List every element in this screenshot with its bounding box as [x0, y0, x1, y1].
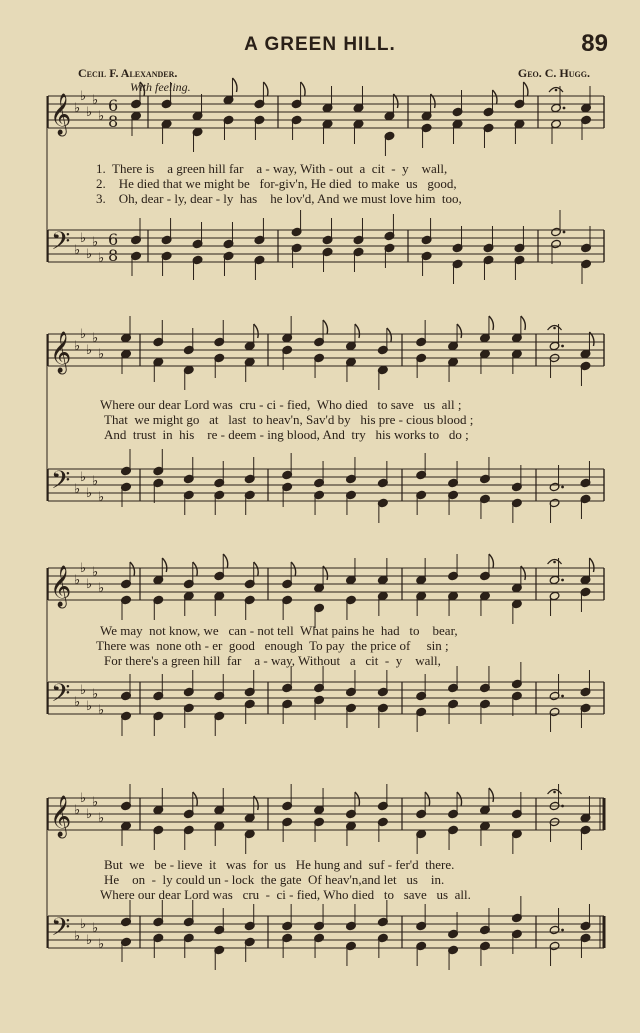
- lyric-line: But we be - lieve it was for us He hung and suf - fer'd there.: [104, 857, 455, 872]
- flat-sign: ♭: [86, 699, 93, 714]
- flat-sign: ♭: [86, 343, 93, 358]
- flat-sign: ♭: [92, 795, 99, 810]
- lyric-line: Where our dear Lord was cru - ci - fied, Who died to save us all ;: [100, 397, 462, 412]
- flat-sign: ♭: [92, 565, 99, 580]
- note-flag: [193, 792, 198, 806]
- fermata-dot: [553, 327, 556, 330]
- flat-sign: ♭: [92, 331, 99, 346]
- augmentation-dot: [561, 805, 564, 808]
- flat-sign: ♭: [86, 933, 93, 948]
- flat-sign: ♭: [74, 695, 81, 710]
- flat-sign: ♭: [80, 470, 87, 485]
- note-flag: [130, 562, 135, 576]
- flat-sign: ♭: [98, 347, 105, 362]
- note-flag: [223, 554, 228, 568]
- bass-clef: 𝄢: [51, 466, 71, 501]
- note-flag: [387, 328, 392, 342]
- flat-sign: ♭: [98, 581, 105, 596]
- fermata-dot: [555, 89, 558, 92]
- fermata-dot: [553, 791, 556, 794]
- treble-clef: 𝄞: [50, 566, 72, 607]
- flat-sign: ♭: [80, 231, 87, 246]
- flat-sign: ♭: [98, 937, 105, 952]
- note-flag: [162, 558, 167, 572]
- note-flag: [489, 316, 494, 330]
- note-flag: [355, 324, 360, 338]
- treble-clef: 𝄞: [50, 796, 72, 837]
- lyric-line: Where our dear Lord was cru - ci - fied, Who died to save us all.: [100, 887, 471, 902]
- note-flag: [425, 792, 430, 806]
- augmentation-dot: [561, 579, 564, 582]
- note-flag: [492, 90, 497, 104]
- lyric-line: 1. There is a green hill far a - way, With - out a cit - y wall,: [96, 161, 448, 176]
- note-flag: [521, 316, 526, 330]
- flat-sign: ♭: [86, 486, 93, 501]
- flat-sign: ♭: [92, 235, 99, 250]
- flat-sign: ♭: [92, 921, 99, 936]
- note-flag: [254, 324, 259, 338]
- time-signature: 8: [108, 112, 119, 131]
- note-flag: [323, 320, 328, 334]
- lyric-line: We may not know, we can - not tell What pains he had to bear,: [100, 623, 458, 638]
- fermata-dot: [553, 561, 556, 564]
- flat-sign: ♭: [74, 101, 81, 116]
- flat-sign: ♭: [74, 803, 81, 818]
- flat-sign: ♭: [74, 929, 81, 944]
- flat-sign: ♭: [80, 561, 87, 576]
- flat-sign: ♭: [98, 109, 105, 124]
- flat-sign: ♭: [98, 703, 105, 718]
- note-flag: [523, 82, 528, 96]
- composer-credit: Geo. C. Hugg.: [517, 66, 590, 80]
- flat-sign: ♭: [80, 917, 87, 932]
- augmentation-dot: [561, 345, 564, 348]
- bass-clef: 𝄢: [51, 679, 71, 714]
- lyric-line: He on - ly could un - lock the gate Of heav'n,and let us in.: [104, 872, 445, 887]
- note-flag: [355, 792, 360, 806]
- time-signature: 6: [108, 230, 119, 249]
- flat-sign: ♭: [92, 93, 99, 108]
- flat-sign: ♭: [74, 482, 81, 497]
- lyric-line: There was none oth - er good enough To pay the price of sin ;: [96, 638, 449, 653]
- note-flag: [301, 82, 306, 96]
- flat-sign: ♭: [86, 247, 93, 262]
- flat-sign: ♭: [80, 89, 87, 104]
- note-flag: [263, 82, 268, 96]
- flat-sign: ♭: [86, 105, 93, 120]
- time-signature: 6: [108, 96, 119, 115]
- flat-sign: ♭: [80, 327, 87, 342]
- lyric-line: That we might go at last to heav'n, Sav'd by his pre - cious blood ;: [104, 412, 474, 427]
- note-flag: [254, 562, 259, 576]
- note-flag: [291, 562, 296, 576]
- note-flag: [232, 78, 237, 92]
- flat-sign: ♭: [74, 573, 81, 588]
- flat-sign: ♭: [86, 577, 93, 592]
- note-flag: [193, 562, 198, 576]
- note-flag: [589, 558, 594, 572]
- augmentation-dot: [561, 695, 564, 698]
- flat-sign: ♭: [80, 683, 87, 698]
- flat-sign: ♭: [98, 811, 105, 826]
- lyric-line: 3. Oh, dear - ly, dear - ly has he lov'd, And we must love him too,: [96, 191, 462, 206]
- flat-sign: ♭: [74, 243, 81, 258]
- page-number: 89: [581, 30, 608, 57]
- note-flag: [457, 792, 462, 806]
- hymn-title: A GREEN HILL.: [244, 34, 396, 55]
- augmentation-dot: [561, 929, 564, 932]
- augmentation-dot: [561, 486, 564, 489]
- flat-sign: ♭: [86, 807, 93, 822]
- bass-clef: 𝄢: [51, 913, 71, 948]
- flat-sign: ♭: [98, 251, 105, 266]
- flat-sign: ♭: [92, 687, 99, 702]
- augmentation-dot: [563, 107, 566, 110]
- note-flag: [489, 554, 494, 568]
- flat-sign: ♭: [74, 339, 81, 354]
- treble-clef: 𝄞: [50, 332, 72, 373]
- lyric-line: 2. He died that we might be for-giv'n, He died to make us good,: [96, 176, 457, 191]
- augmentation-dot: [563, 231, 566, 234]
- tempo-marking: With feeling.: [130, 80, 191, 94]
- lyric-line: For there's a green hill far a - way, Without a cit - y wall,: [104, 653, 441, 668]
- lyricist-credit: Cecil F. Alexander.: [78, 66, 178, 80]
- flat-sign: ♭: [98, 490, 105, 505]
- lyric-line: And trust in his re - deem - ing blood, And try his works to do ;: [104, 427, 469, 442]
- flat-sign: ♭: [92, 474, 99, 489]
- bass-clef: 𝄢: [51, 227, 71, 262]
- treble-clef: 𝄞: [50, 94, 72, 135]
- note-flag: [457, 324, 462, 338]
- time-signature: 8: [108, 246, 119, 265]
- note-flag: [140, 82, 145, 96]
- note-flag: [489, 788, 494, 802]
- flat-sign: ♭: [80, 791, 87, 806]
